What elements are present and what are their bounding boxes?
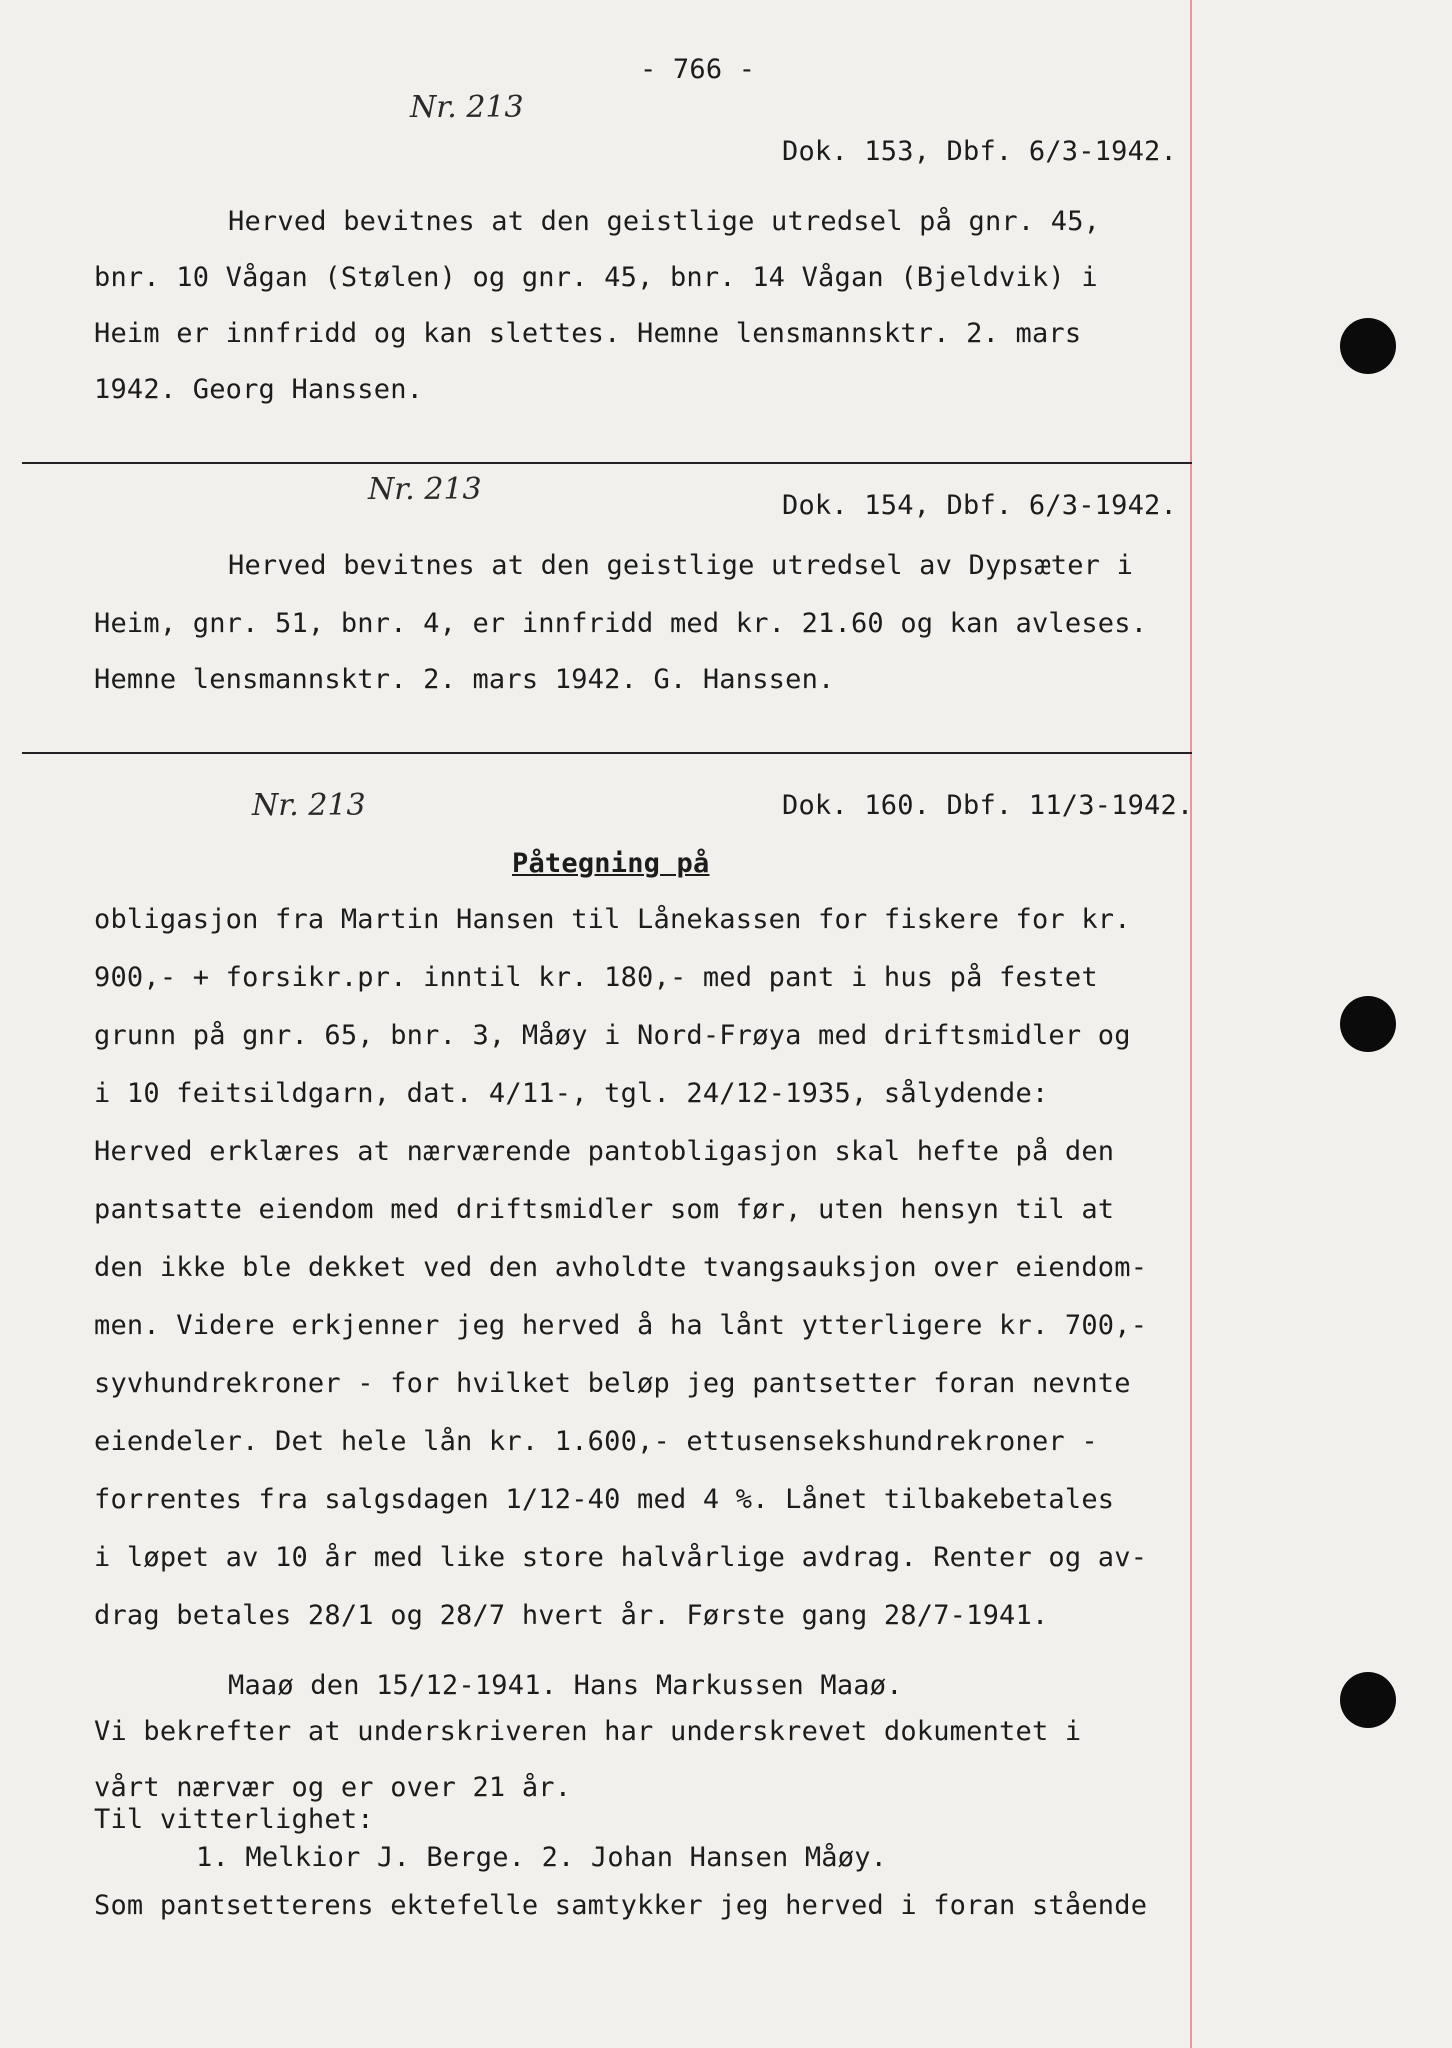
separator-rule-1 bbox=[22, 462, 1192, 464]
handwritten-mark-1: Nr. 213 bbox=[410, 90, 524, 125]
entry-2-ref: Dok. 154, Dbf. 6/3-1942. bbox=[782, 490, 1177, 521]
entry-3-confirm: vårt nærvær og er over 21 år. bbox=[94, 1772, 572, 1803]
entry-1-line: 1942. Georg Hanssen. bbox=[94, 374, 424, 405]
entry-1-ref: Dok. 153, Dbf. 6/3-1942. bbox=[782, 136, 1177, 167]
entry-3-line: pantsatte eiendom med driftsmidler som før, uten hensyn til at bbox=[94, 1194, 1115, 1225]
entry-1-line: Herved bevitnes at den geistlige utredsel på gnr. 45, bbox=[228, 206, 1101, 237]
entry-3-line: i 10 feitsildgarn, dat. 4/11-, tgl. 24/12-1935, sålydende: bbox=[94, 1078, 1049, 1109]
separator-rule-2 bbox=[22, 752, 1192, 754]
entry-2-line: Herved bevitnes at den geistlige utredsel av Dypsæter i bbox=[228, 550, 1134, 581]
entry-3-witness-label: Til vitterlighet: bbox=[94, 1804, 374, 1835]
entry-3-line: drag betales 28/1 og 28/7 hvert år. Første gang 28/7-1941. bbox=[94, 1600, 1049, 1631]
binder-hole-bottom bbox=[1340, 1672, 1396, 1728]
entry-3-line: i løpet av 10 år med like store halvårlige avdrag. Renter og av- bbox=[94, 1542, 1148, 1573]
entry-3-line: 900,- + forsikr.pr. inntil kr. 180,- med pant i hus på festet bbox=[94, 962, 1098, 993]
binder-hole-middle bbox=[1340, 996, 1396, 1052]
entry-3-confirm: Vi bekrefter at underskriveren har underskrevet dokumentet i bbox=[94, 1716, 1082, 1747]
entry-3-ref: Dok. 160. Dbf. 11/3-1942. bbox=[782, 790, 1194, 821]
entry-1-line: Heim er innfridd og kan slettes. Hemne lensmannsktr. 2. mars bbox=[94, 318, 1082, 349]
entry-2-line: Hemne lensmannsktr. 2. mars 1942. G. Hanssen. bbox=[94, 664, 835, 695]
entry-3-line: forrentes fra salgsdagen 1/12-40 med 4 %. Lånet tilbakebetales bbox=[94, 1484, 1115, 1515]
entry-2-line: Heim, gnr. 51, bnr. 4, er innfridd med kr. 21.60 og kan avleses. bbox=[94, 608, 1148, 639]
entry-3-line: eiendeler. Det hele lån kr. 1.600,- ettusensekshundrekroner - bbox=[94, 1426, 1098, 1457]
entry-3-line: grunn på gnr. 65, bnr. 3, Måøy i Nord-Frøya med driftsmidler og bbox=[94, 1020, 1131, 1051]
entry-3-line: obligasjon fra Martin Hansen til Lånekassen for fiskere for kr. bbox=[94, 904, 1131, 935]
entry-1-line: bnr. 10 Vågan (Stølen) og gnr. 45, bnr. 14 Vågan (Bjeldvik) i bbox=[94, 262, 1098, 293]
entry-3-witnesses: 1. Melkior J. Berge. 2. Johan Hansen Måøy. bbox=[196, 1842, 888, 1873]
entry-3-line: men. Videre erkjenner jeg herved å ha lånt ytterligere kr. 700,- bbox=[94, 1310, 1148, 1341]
handwritten-mark-2: Nr. 213 bbox=[368, 472, 482, 507]
entry-3-line: syvhundrekroner - for hvilket beløp jeg pantsetter foran nevnte bbox=[94, 1368, 1131, 1399]
entry-3-last-line: Som pantsetterens ektefelle samtykker jeg herved i foran stående bbox=[94, 1890, 1148, 1921]
entry-3-heading: Påtegning på bbox=[512, 848, 710, 879]
page-number: - 766 - bbox=[640, 54, 756, 85]
red-margin-line bbox=[1190, 0, 1192, 2048]
binder-hole-top bbox=[1340, 318, 1396, 374]
handwritten-mark-3: Nr. 213 bbox=[252, 788, 366, 823]
entry-3-signed: Maaø den 15/12-1941. Hans Markussen Maaø. bbox=[228, 1670, 903, 1701]
entry-3-line: Herved erklæres at nærværende pantobligasjon skal hefte på den bbox=[94, 1136, 1115, 1167]
entry-3-line: den ikke ble dekket ved den avholdte tvangsauksjon over eiendom- bbox=[94, 1252, 1148, 1283]
